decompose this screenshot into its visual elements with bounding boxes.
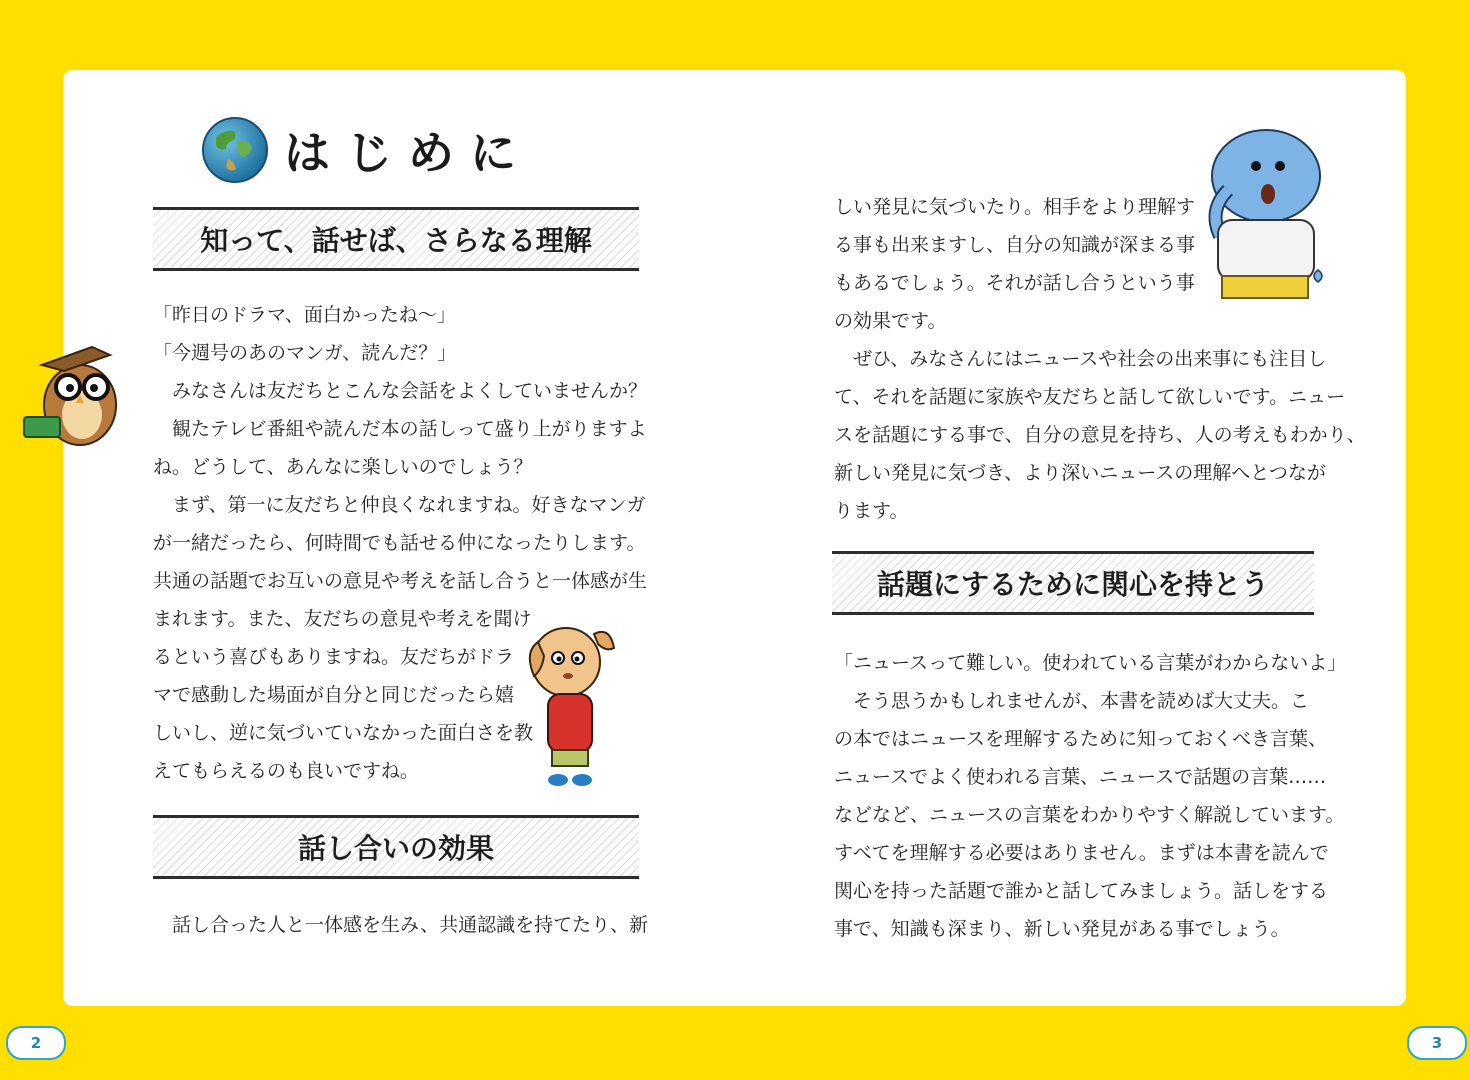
text-line: ぜひ、みなさんにはニュースや社会の出来事にも注目し [834, 348, 1327, 370]
text-line: 観たテレビ番組や読んだ本の話しって盛り上がりますよ [153, 418, 647, 440]
text-line: が一緒だったら、何時間でも話せる仲になったりします。 [153, 532, 646, 554]
page-number: 2 [30, 1034, 42, 1052]
text-line: ね。どうして、あんなに楽しいのでしょう？ [153, 456, 533, 478]
right-body-text-2 [834, 644, 1346, 948]
text-line: みなさんは友だちとこんな会話をよくしていませんか？ [153, 380, 648, 402]
text-line: ります。 [834, 500, 909, 522]
page-number: 3 [1431, 1034, 1443, 1052]
section-heading: 話題にするために関心を持とう [876, 568, 1269, 601]
text-line: の本ではニュースを理解するために知っておくべき言葉、 [834, 728, 1328, 750]
text-line: の効果です。 [834, 310, 947, 332]
owl-illustration [20, 335, 120, 450]
dog-illustration [524, 612, 624, 792]
text-line: などなど、ニュースの言葉をわかりやすく解説しています。 [834, 804, 1345, 826]
text-line: 「今週号のあのマンガ、読んだ？」 [153, 342, 457, 364]
text-line: 事で、知識も深まり、新しい発見がある事でしょう。 [834, 918, 1290, 940]
text-line: マで感動した場面が自分と同じだったら嬉 [153, 684, 515, 706]
page-number-left [6, 1026, 66, 1060]
text-line: スを話題にする事で、自分の意見を持ち、人の考えもわかり、 [834, 424, 1366, 446]
section-heading-band [153, 207, 639, 271]
text-line: まず、第一に友だちと仲良くなれますね。好きなマンガ [153, 494, 646, 516]
section-heading-band [153, 815, 639, 879]
page-number-right [1407, 1026, 1467, 1060]
text-line: そう思うかもしれませんが、本書を読めば大丈夫。こ [834, 690, 1310, 712]
text-line: 「ニュースって難しい。使われている言葉がわからないよ」 [834, 652, 1347, 674]
text-line: て、それを話題に家族や友だちと話して欲しいです。ニュー [834, 386, 1346, 408]
globe-icon [200, 115, 270, 185]
elephant-illustration [1196, 120, 1336, 305]
text-line: 「昨日のドラマ、面白かったね〜」 [153, 304, 456, 326]
text-line: 共通の話題でお互いの意見や考えを話し合うと一体感が生 [153, 570, 648, 592]
left-body-text-2 [153, 906, 648, 944]
text-line: まれます。また、友だちの意見や考えを聞け [153, 608, 532, 630]
text-line: るという喜びもありますね。友だちがドラ [153, 646, 515, 668]
section-heading-band [832, 551, 1314, 615]
page-title: はじめに [284, 126, 532, 180]
text-line: もあるでしょう。それが話し合うという事 [834, 272, 1195, 294]
text-line: ニュースでよく使われる言葉、ニュースで話題の言葉…… [834, 766, 1327, 788]
text-line: 新しい発見に気づき、より深いニュースの理解へとつなが [834, 462, 1326, 484]
page-title-block [200, 115, 532, 185]
text-line: えてもらえるのも良いですね。 [153, 760, 420, 782]
text-line: る事も出来ますし、自分の知識が深まる事 [834, 234, 1196, 256]
text-line: 話し合った人と一体感を生み、共通認識を持てたり、新 [153, 914, 649, 936]
text-line: 関心を持った話題で誰かと話してみましょう。話しをする [834, 880, 1329, 902]
text-line: しい発見に気づいたり。相手をより理解す [834, 196, 1196, 218]
section-heading: 話し合いの効果 [297, 832, 494, 865]
text-line: すべてを理解する必要はありません。まずは本書を読んで [834, 842, 1329, 864]
section-heading: 知って、話せば、さらなる理解 [200, 224, 592, 257]
text-line: しいし、逆に気づいていなかった面白さを教 [153, 722, 534, 744]
